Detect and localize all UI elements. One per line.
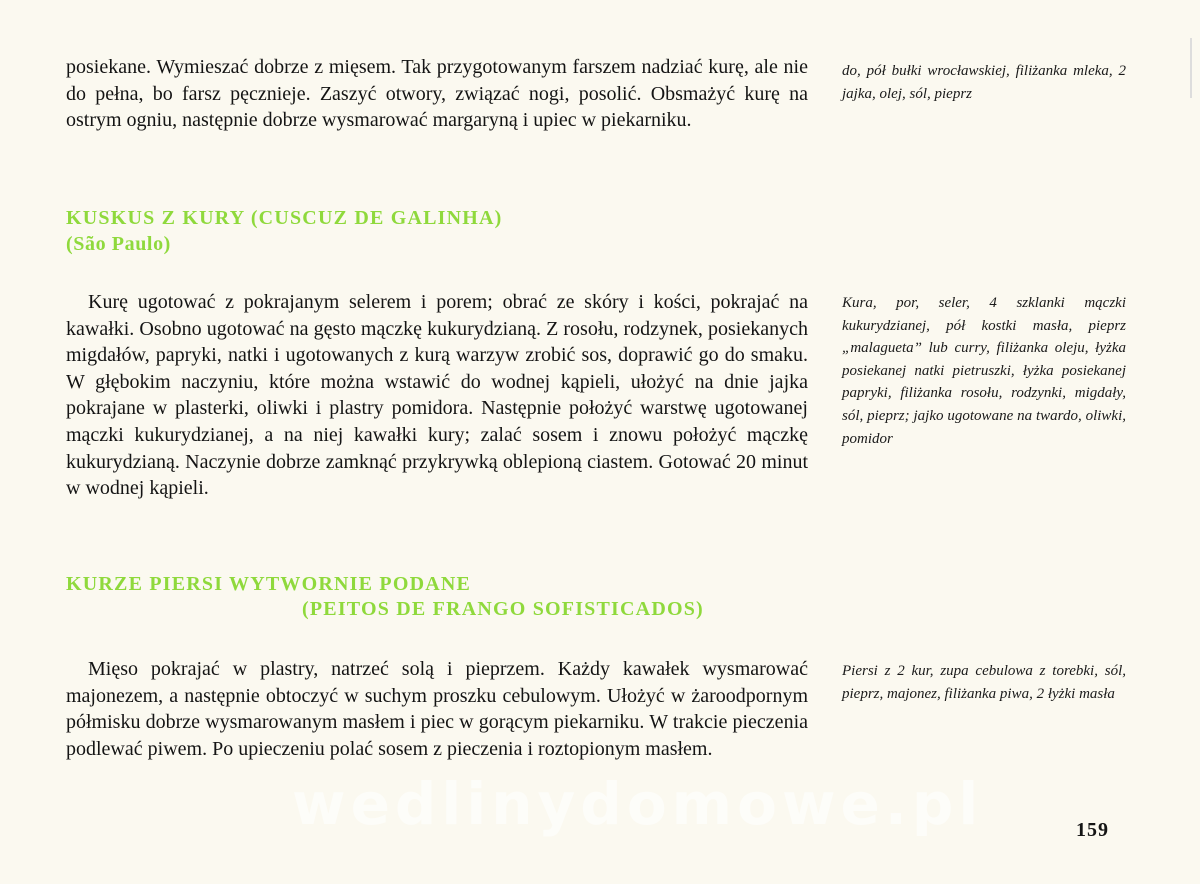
kuskus-heading: KUSKUS Z KURY (CUSCUZ DE GALINHA) [66, 207, 503, 229]
page-edge-mark [1190, 38, 1192, 98]
piersi-subheading: (PEITOS DE FRANGO SOFISTICADOS) [302, 598, 704, 620]
piersi-ingredients: Piersi z 2 kur, zupa cebulowa z torebki, sól, pieprz, majonez, filiżanka piwa, 2 łyżki masła [842, 663, 1126, 702]
kuskus-paragraph: Kurę ugotować z pokrajanym selerem i porem; obrać ze skóry i kości, pokrajać na kawałki. Osobno ugotować na gęsto mączkę kukurydzianą. Z rosołu, rodzynek, posiekanych migdałów, papryki, natki i ugotowanych z kurą warzyw zrobić sos, doprawić go do smaku. W głębokim naczyniu, które można wstawić do wodnej kąpieli, ułożyć na dnie jajka pokrajane w plasterki, oliwki i plastry pomidora. Następnie położyć warstwę ugotowanej mączki kukurydzianej, a na niej kawałki kury; zalać sosem i znowu położyć mączkę kukurydzianą. Naczynie dobrze zamknąć przykrywką oblepioną ciastem. Gotować 20 minut w wodnej kąpieli. [66, 291, 808, 500]
intro-ingredients: do, pół bułki wrocławskiej, filiżanka mleka, 2 jajka, olej, sól, pieprz [842, 63, 1126, 102]
intro-paragraph: posiekane. Wymieszać dobrze z mięsem. Tak przygotowanym farszem nadziać kurę, ale nie do pełna, bo farsz pęcznieje. Zaszyć otwory, związać nogi, posolić. Obsmażyć kurę na ostrym ogniu, następnie dobrze wysmarować margaryną i upiec w piekarniku. [66, 56, 808, 132]
kuskus-ingredients: Kura, por, seler, 4 szklanki mączki kukurydzianej, pół kostki masła, pieprz „malagueta” lub curry, filiżanka oleju, łyżka posiekanej natki pietruszki, łyżka posiekanej papryki, filiżanka rosołu, rodzynki, migdały, sól, pieprz; jajko ugotowane na twardo, oliwki, pomidor [842, 295, 1126, 447]
page-number: 159 [1076, 819, 1109, 841]
kuskus-subheading: (São Paulo) [66, 233, 171, 255]
watermark: wedlinydomowe.pl [292, 770, 984, 838]
piersi-paragraph: Mięso pokrajać w plastry, natrzeć solą i pieprzem. Każdy kawałek wysmarować majonezem, a następnie obtoczyć w suchym proszku cebulowym. Ułożyć w żaroodpornym półmisku dobrze wysmarowanym masłem i piec w gorącym piekarniku. W trakcie pieczenia podlewać piwem. Po upieczeniu polać sosem z pieczenia i roztopionym masłem. [66, 658, 808, 760]
piersi-heading: KURZE PIERSI WYTWORNIE PODANE [66, 573, 472, 595]
